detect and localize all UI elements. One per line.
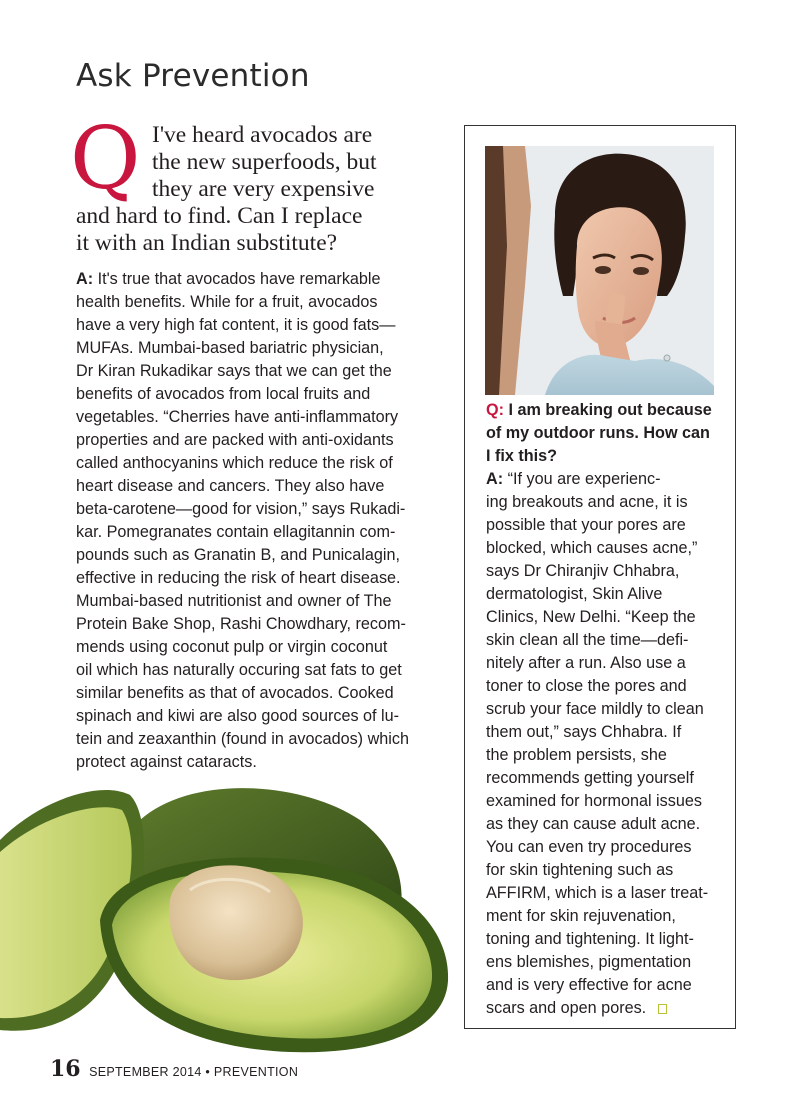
answer-body: [76, 268, 436, 774]
sidebar-answer-line: scrub your face mildly to clean: [486, 700, 704, 718]
avocado-halves-icon: [0, 780, 460, 1060]
end-mark-icon: [658, 1004, 667, 1014]
answer-line: called anthocyanins which reduce the risk of: [76, 454, 393, 472]
sidebar-answer-line: examined for hormonal issues: [486, 792, 702, 810]
question-line: it with an Indian substitute?: [76, 230, 338, 256]
question-heading: [76, 122, 436, 257]
sidebar-answer-text: “If you are experienc-: [503, 470, 661, 488]
answer-line: vegetables. “Cherries have anti-inflammatory: [76, 408, 399, 426]
sidebar-answer-line: dermatologist, Skin Alive: [486, 585, 663, 603]
sidebar-answer-line: AFFIRM, which is a laser treat-: [486, 884, 709, 902]
woman-face-photo: [485, 146, 714, 395]
sidebar-answer-line: toning and tightening. It light-: [486, 930, 694, 948]
answer-line: properties and are packed with anti-oxidants: [76, 431, 394, 449]
answer-line: benefits of avocados from local fruits and: [76, 385, 371, 403]
sidebar-answer-line: ment for skin rejuvenation,: [486, 907, 676, 925]
sidebar-answer-line: toner to close the pores and: [486, 677, 687, 695]
sidebar-answer-line: possible that your pores are: [486, 516, 686, 534]
sidebar-question-prefix: Q:: [486, 401, 504, 419]
sidebar-answer-line: Clinics, New Delhi. “Keep the: [486, 608, 696, 626]
sidebar-answer-line: blocked, which causes acne,”: [486, 539, 698, 557]
answer-line: oil which has naturally occuring sat fats to get: [76, 661, 402, 679]
footer-text: SEPTEMBER 2014 • PREVENTION: [89, 1065, 299, 1079]
answer-line: protect against cataracts.: [76, 753, 257, 771]
sidebar-answer-line: ing breakouts and acne, it is: [486, 493, 688, 511]
answer-line: kar. Pomegranates contain ellagitannin com-: [76, 523, 396, 541]
sidebar-answer-line: and is very effective for acne: [486, 976, 692, 994]
sidebar-question-line: I fix this?: [486, 447, 558, 465]
answer-line: Mumbai-based nutritionist and owner of The: [76, 592, 392, 610]
question-dropcap: Q: [70, 109, 141, 209]
sidebar-answer-line: as they can cause adult acne.: [486, 815, 701, 833]
sidebar-answer-prefix: A:: [486, 470, 504, 488]
answer-line: MUFAs. Mumbai-based bariatric physician,: [76, 339, 384, 357]
answer-line: health benefits. While for a fruit, avocados: [76, 293, 378, 311]
answer-line: have a very high fat content, it is good fats—: [76, 316, 396, 334]
sidebar-question-line: of my outdoor runs. How can: [486, 424, 710, 442]
sidebar-answer-text: scars and open pores.: [486, 999, 647, 1017]
answer-line: spinach and kiwi are also good sources of lu-: [76, 707, 400, 725]
sidebar-question-line: [486, 399, 730, 422]
sidebar-answer-line: [486, 997, 730, 1020]
sidebar-question-text: I am breaking out because: [503, 401, 712, 419]
sidebar-answer-line: nitely after a run. Also use a: [486, 654, 686, 672]
sidebar-answer-line: says Dr Chiranjiv Chhabra,: [486, 562, 680, 580]
answer-line: heart disease and cancers. They also have: [76, 477, 385, 495]
question-line: the new superfoods, but: [152, 149, 377, 175]
page-footer: [50, 1056, 298, 1082]
sidebar-answer-line: them out,” says Chhabra. If: [486, 723, 682, 741]
answer-line: mends using coconut pulp or virgin coconut: [76, 638, 388, 656]
sidebar-answer-line: You can even try procedures: [486, 838, 692, 856]
sidebar-answer-line: the problem persists, she: [486, 746, 667, 764]
section-title: Ask Prevention: [76, 58, 310, 94]
answer-line: similar benefits as that of avocados. Cooked: [76, 684, 394, 702]
sidebar-answer-line: [486, 468, 730, 491]
sidebar-answer-line: ens blemishes, pigmentation: [486, 953, 692, 971]
answer-line-text: It's true that avocados have remarkable: [93, 270, 381, 288]
sidebar-answer-line: for skin tightening such as: [486, 861, 674, 879]
page-number: 16: [50, 1056, 81, 1082]
answer-line: tein and zeaxanthin (found in avocados) which: [76, 730, 409, 748]
answer-line: effective in reducing the risk of heart disease.: [76, 569, 401, 587]
woman-face-illustration: [485, 146, 714, 395]
avocado-illustration: [0, 780, 460, 1060]
answer-line: [76, 268, 436, 291]
answer-line: beta-carotene—good for vision,” says Rukadi-: [76, 500, 406, 518]
question-line: I've heard avocados are: [152, 122, 373, 148]
answer-line: pounds such as Granatin B, and Punicalagin,: [76, 546, 400, 564]
question-line: and hard to find. Can I replace: [76, 203, 363, 229]
answer-prefix: A:: [76, 270, 94, 288]
sidebar-answer-line: skin clean all the time—defi-: [486, 631, 689, 649]
sidebar-answer-line: recommends getting yourself: [486, 769, 694, 787]
answer-line: Protein Bake Shop, Rashi Chowdhary, recom-: [76, 615, 406, 633]
answer-line: Dr Kiran Rukadikar says that we can get the: [76, 362, 392, 380]
sidebar-qa: [486, 399, 730, 1020]
question-line: they are very expensive: [152, 176, 375, 202]
